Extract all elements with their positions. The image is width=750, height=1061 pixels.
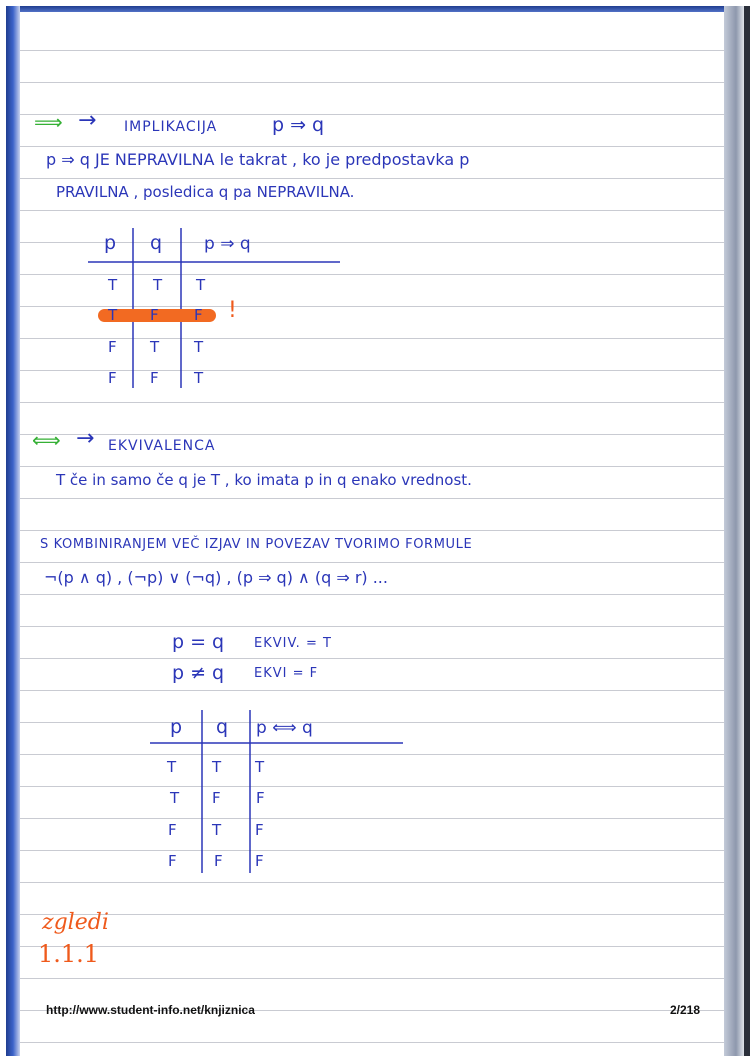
table1-cell: F [150,369,159,387]
zgledi-label: zgledi [42,910,109,935]
table2-header-p: p [170,716,183,738]
zgledi-number: 1.1.1 [38,940,100,968]
equivalence-arrow-green-icon: ⟺ [32,428,61,452]
table2-cell: F [212,789,221,807]
implikacija-definition-line-1: p ⇒ q JE NEPRAVILNA le takrat , ko je predpostavka p [46,150,470,169]
warning-mark: ! [228,298,237,323]
table1-cell: T [108,306,118,324]
table2-cell: T [167,758,177,776]
table1-header-pq: p ⇒ q [204,234,251,254]
rule1-text: EKVIV. = T [254,636,332,651]
table1-cell: T [108,276,118,294]
table1-cell: T [194,338,204,356]
implikacija-formula: p ⇒ q [272,114,325,136]
ekvivalenca-heading: EKVIVALENCA [108,438,216,454]
table1-header-p: p [104,232,117,254]
table2-cell: F [168,852,177,870]
implies-arrow-green-icon: ⟹ [34,110,63,134]
table1-cell: T [153,276,163,294]
table2-header-q: q [216,716,229,738]
page-number: 2/218 [670,1003,701,1017]
table1-cell: T [194,369,204,387]
table2-cell: T [170,789,180,807]
table2-header-pq: p ⟺ q [256,718,313,738]
footer-link[interactable]: http://www.student-info.net/knjiznica [46,1003,255,1017]
table1-cell: F [108,338,117,356]
ekvivalenca-definition: T če in samo če q je T , ko imata p in q enako vrednost. [56,471,472,489]
table1-cell: F [108,369,117,387]
table2-cell: T [255,758,265,776]
table1-cell: F [194,306,203,324]
implikacija-heading: IMPLIKACIJA [124,119,218,135]
table2-cell: F [255,852,264,870]
arrow-right-icon: → [76,426,95,451]
table2-cell: F [256,789,265,807]
table2-cell: F [168,821,177,839]
table1-header-q: q [150,232,163,254]
formule-statement: S KOMBINIRANJEM VEČ IZJAV IN POVEZAV TVORIMO FORMULE [40,537,473,552]
formule-examples: ¬(p ∧ q) , (¬p) ∨ (¬q) , (p ⇒ q) ∧ (q ⇒ r) ... [44,568,388,587]
table1-cell: F [150,306,159,324]
implikacija-definition-line-2: PRAVILNA , posledica q pa NEPRAVILNA. [56,183,355,201]
table1-cell: T [150,338,160,356]
table2-cell: T [212,758,222,776]
table1-cell: T [196,276,206,294]
arrow-right-icon: → [78,108,97,133]
rule2-text: EKVI = F [254,666,319,681]
rule1-formula: p = q [172,631,225,653]
rule2-formula: p ≠ q [172,662,225,684]
table2-cell: F [255,821,264,839]
table2-cell: T [212,821,222,839]
table2-cell: F [214,852,223,870]
